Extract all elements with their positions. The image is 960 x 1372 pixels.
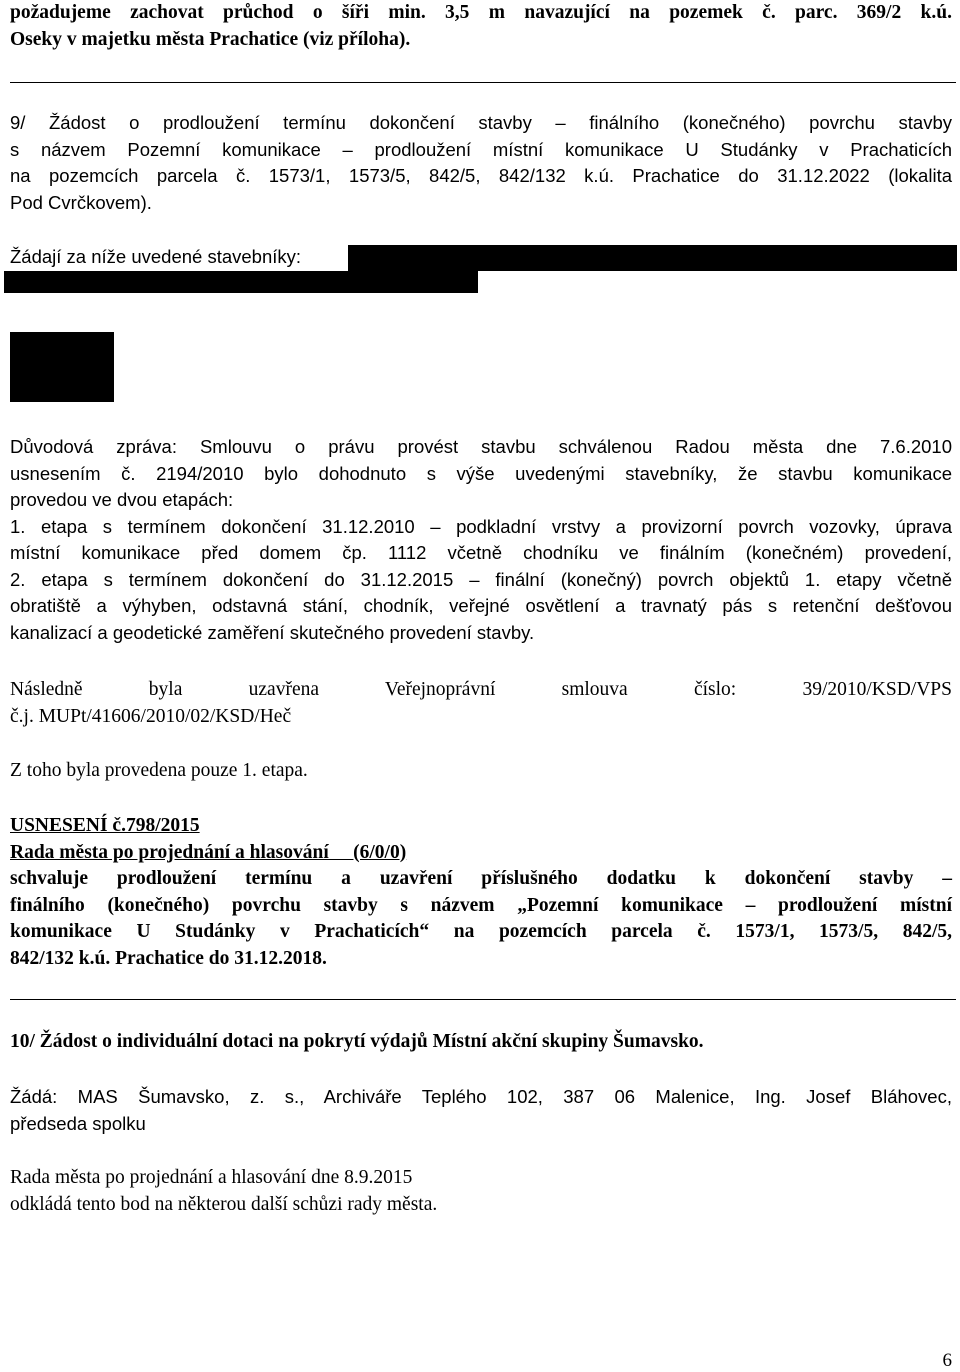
divider: [10, 82, 956, 83]
resolution-title: USNESENÍ č.798/2015: [10, 815, 200, 836]
resolution-line: schvaluje prodloužení termínu a uzavření příslušného dodatku k dokončení stavby –: [10, 868, 952, 889]
resolution-line: komunikace U Studánky v Prachaticích“ na pozemcích parcela č. 1573/1, 1573/5, 842/5,: [10, 921, 952, 942]
reason-paragraph: [10, 434, 952, 646]
contract-line: Následně byla uzavřena Veřejnoprávní smlouva číslo: 39/2010/KSD/VPS: [10, 679, 952, 700]
item10-heading: [10, 1029, 952, 1056]
item10-request: [10, 1084, 952, 1137]
item9-title-c: na pozemcích parcela č. 1573/1, 1573/5, 842/5, 842/132 k.ú. Prachatice do 31.12.2022 (lokalita: [10, 165, 952, 186]
only-stage-text: Z toho byla provedena pouze 1. etapa.: [10, 760, 308, 781]
reason-line: provedou ve dvou etapách:: [10, 489, 234, 510]
resolution-line: finálního (konečného) povrchu stavby s názvem „Pozemní komunikace – prodloužení místní: [10, 894, 952, 916]
decision-defer: odkládá tento bod na některou další schůzi rady města.: [10, 1193, 438, 1215]
stage-line: místní komunikace před domem čp. 1112 včetně chodníku ve finálním (konečném) provedení,: [10, 542, 952, 563]
top-paragraph: [10, 0, 952, 53]
item10-title: 10/ Žádost o individuální dotaci na pokrytí výdajů Místní akční skupiny Šumavsko.: [10, 1031, 704, 1052]
item10-decision: [10, 1165, 952, 1218]
contract-line: č.j. MUPt/41606/2010/02/KSD/Heč: [10, 705, 292, 727]
request-line: Žádá: MAS Šumavsko, z. s., Archiváře Teplého 102, 387 06 Malenice, Ing. Josef Bláhovec,: [10, 1086, 952, 1107]
divider: [10, 999, 956, 1000]
reason-line: usnesením č. 2194/2010 bylo dohodnuto s výše uvedenými stavebníky, že stavbu komunikace: [10, 462, 952, 484]
reason-line: Důvodová zpráva: Smlouvu o právu provést stavbu schválenou Radou města dne 7.6.2010: [10, 436, 952, 457]
stage-line: 1. etapa s termínem dokončení 31.12.2010 – podkladní vrstvy a provizorní povrch vozovky, úprava: [10, 515, 952, 537]
only-stage-note: [10, 758, 952, 785]
decision-vote: Rada města po projednání a hlasování dne 8.9.2015: [10, 1167, 413, 1188]
contract-paragraph: [10, 677, 952, 730]
item9-heading: [10, 110, 952, 216]
page-number: 6: [942, 1350, 952, 1371]
stage-line: 2. etapa s termínem dokončení do 31.12.2015 – finální (konečný) povrch objektů 1. etapy včetně: [10, 568, 952, 590]
redaction-bar: [4, 271, 478, 293]
resolution-vote: Rada města po projednání a hlasování (6/0/0): [10, 841, 407, 863]
top-line-1: požadujeme zachovat průchod o šíři min. 3,5 m navazující na pozemek č. parc. 369/2 k.ú.: [10, 2, 952, 23]
redaction-bar: [10, 332, 114, 402]
item9-title-b: s názvem Pozemní komunikace – prodloužení místní komunikace U Studánky v Prachaticích: [10, 138, 952, 160]
applicants-label: Žádají za níže uvedené stavebníky:: [10, 246, 302, 267]
request-line: předseda spolku: [10, 1112, 146, 1134]
item9-title-a: 9/ Žádost o prodloužení termínu dokončení stavby – finálního (konečného) povrchu stavby: [10, 112, 952, 133]
top-line-2: Oseky v majetku města Prachatice (viz příloha).: [10, 28, 411, 50]
stage-line: kanalizací a geodetické zaměření skutečného provedení stavby.: [10, 621, 535, 643]
resolution-line: 842/132 k.ú. Prachatice do 31.12.2018.: [10, 947, 327, 969]
item9-title-d: Pod Cvrčkovem).: [10, 191, 152, 213]
redaction-bar: [348, 245, 957, 271]
stage-line: obratiště a výhyben, odstavná stání, chodník, veřejné osvětlení a travnatý pás s retenční dešťovou: [10, 595, 952, 616]
resolution-block: [10, 813, 952, 972]
